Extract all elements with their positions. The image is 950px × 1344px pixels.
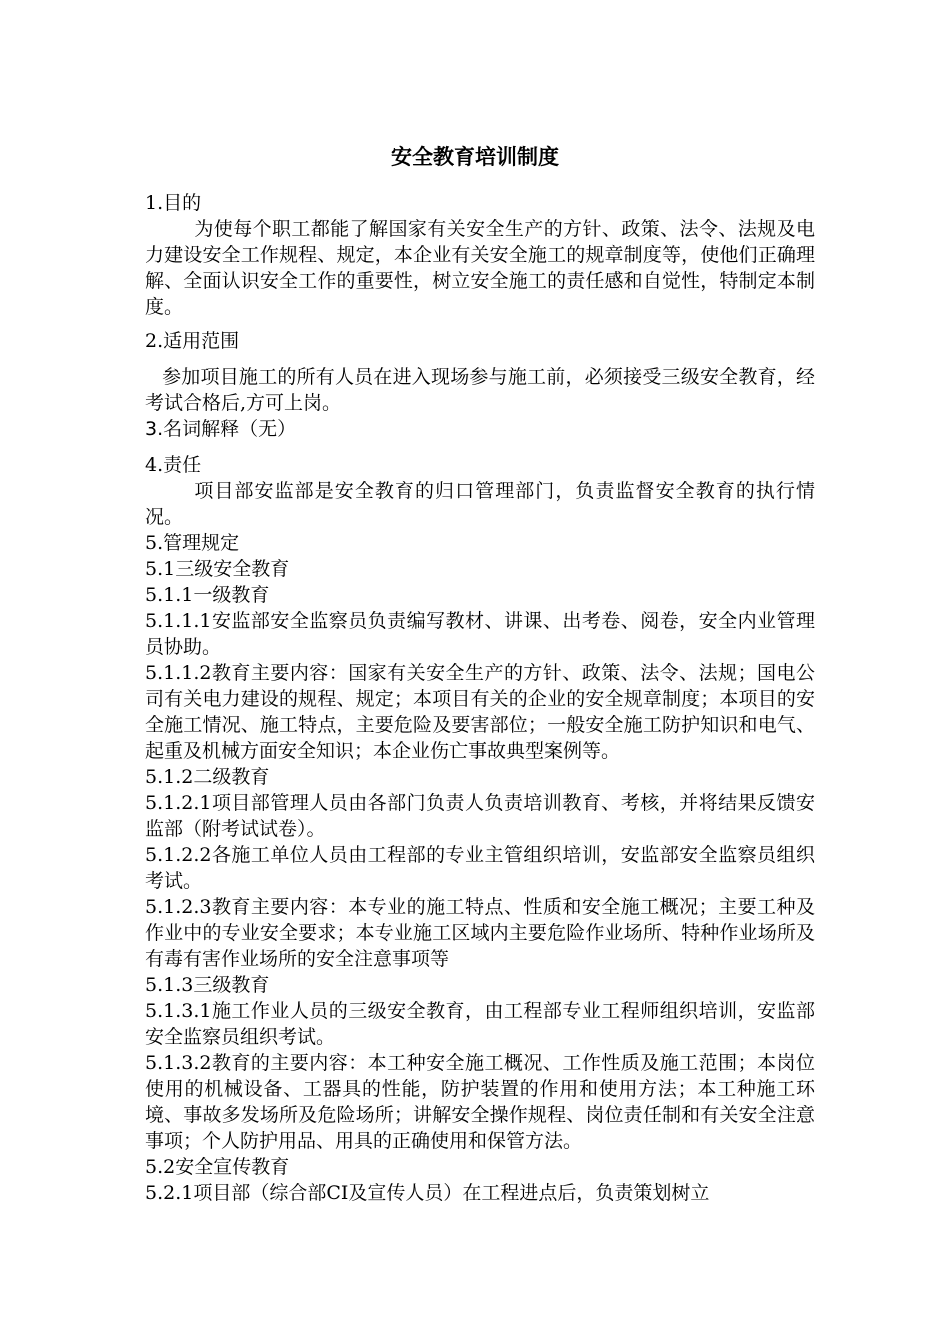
heading-section-5-1-2: 5.1.2二级教育 bbox=[145, 766, 270, 788]
heading-purpose: 1.目的 bbox=[145, 192, 202, 214]
heading-responsibility: 4.责任 bbox=[145, 454, 202, 476]
paragraph-5-1-1-2: 5.1.1.2教育主要内容：国家有关安全生产的方针、政策、法令、法规；国电公司有关电力建设的规程、规定；本项目有关的企业的安全规章制度；本项目的安全施工情况、施工特点，主要危险及要害部位；一般安全施工防护知识和电气、起重及机械方面安全知识；本企业伤亡事故典型案例等。 bbox=[145, 662, 815, 762]
paragraph-5-1-3-1: 5.1.3.1施工作业人员的三级安全教育，由工程部专业工程师组织培训，安监部安全监察员组织考试。 bbox=[145, 1000, 815, 1048]
heading-section-5-1-3: 5.1.3三级教育 bbox=[145, 974, 270, 996]
paragraph-5-1-2-3: 5.1.2.3教育主要内容：本专业的施工特点、性质和安全施工概况；主要工种及作业中的专业安全要求；本专业施工区域内主要危险作业场所、特种作业场所及有毒有害作业场所的安全注意事项等 bbox=[145, 896, 815, 970]
heading-scope: 2.适用范围 bbox=[145, 330, 240, 352]
heading-section-5-1: 5.1三级安全教育 bbox=[145, 558, 290, 580]
paragraph-5-1-2-1: 5.1.2.1项目部管理人员由各部门负责人负责培训教育、考核，并将结果反馈安监部（附考试试卷）。 bbox=[145, 792, 815, 840]
document-body bbox=[145, 190, 815, 1206]
document-title: 安全教育培训制度 bbox=[391, 145, 559, 169]
paragraph-5-1-1-1: 5.1.1.1安监部安全监察员负责编写教材、讲课、出考卷、阅卷，安全内业管理员协助。 bbox=[145, 610, 815, 658]
heading-section-5-2: 5.2安全宣传教育 bbox=[145, 1156, 290, 1178]
paragraph-purpose: 为使每个职工都能了解国家有关安全生产的方针、政策、法令、法规及电力建设安全工作规程、规定，本企业有关安全施工的规章制度等，使他们正确理解、全面认识安全工作的重要性，树立安全施工的责任感和自觉性，特制定本制度。 bbox=[145, 218, 815, 318]
paragraph-scope: 参加项目施工的所有人员在进入现场参与施工前，必须接受三级安全教育，经考试合格后,方可上岗。 bbox=[145, 366, 815, 414]
heading-section-5-1-1: 5.1.1一级教育 bbox=[145, 584, 270, 606]
heading-management-rules: 5.管理规定 bbox=[145, 532, 240, 554]
paragraph-responsibility: 项目部安监部是安全教育的归口管理部门，负责监督安全教育的执行情况。 bbox=[145, 480, 815, 528]
heading-definitions: 3.名词解释（无） bbox=[145, 418, 297, 440]
paragraph-5-2-1: 5.2.1项目部（综合部CI及宣传人员）在工程进点后，负责策划树立 bbox=[145, 1182, 710, 1204]
paragraph-5-1-3-2: 5.1.3.2教育的主要内容：本工种安全施工概况、工作性质及施工范围；本岗位使用的机械设备、工器具的性能，防护装置的作用和使用方法；本工种施工环境、事故多发场所及危险场所；讲解安全操作规程、岗位责任制和有关安全注意事项；个人防护用品、用具的正确使用和保管方法。 bbox=[145, 1052, 815, 1152]
paragraph-5-1-2-2: 5.1.2.2各施工单位人员由工程部的专业主管组织培训，安监部安全监察员组织考试。 bbox=[145, 844, 815, 892]
